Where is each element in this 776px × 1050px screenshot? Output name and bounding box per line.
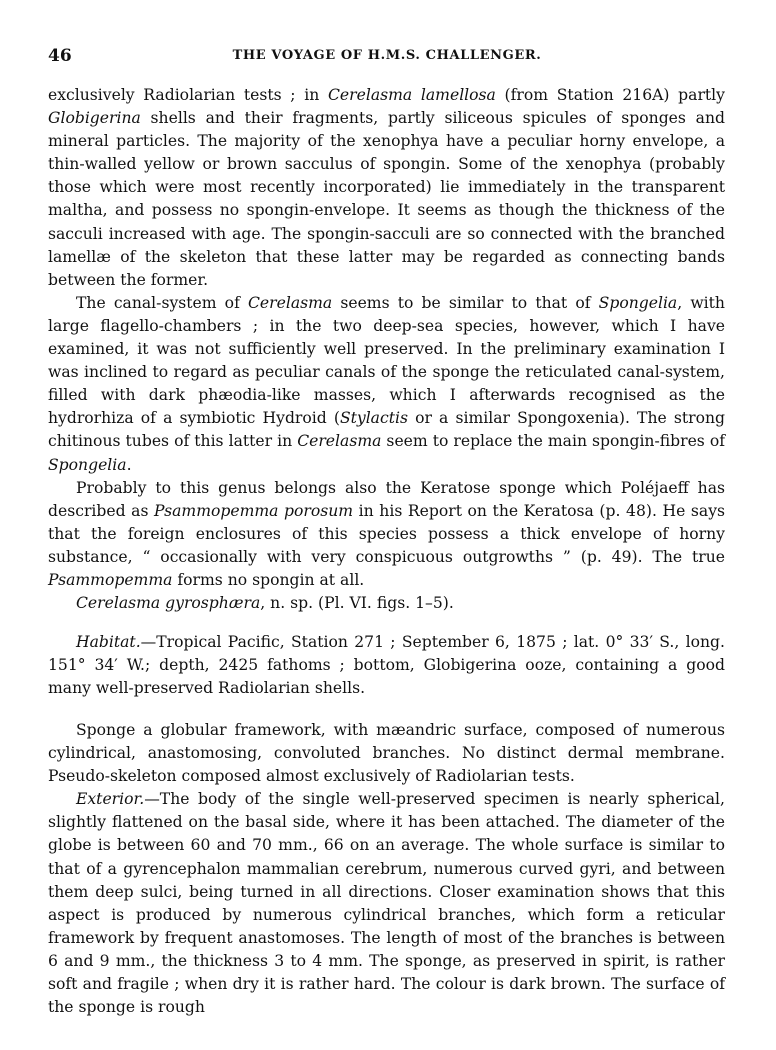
page-number: 46 [48, 46, 72, 66]
running-title: THE VOYAGE OF H.M.S. CHALLENGER. [232, 48, 542, 63]
species-heading [48, 592, 725, 615]
paragraph-xenophya: exclusively Radiolarian tests ; in Cerelasma lamellosa (from Station 216A) partly Globigerina shells and their fragments, partly siliceous spicules of sponges and mineral particles. The majority of the xenophya have a peculiar horny envelope, a thin-walled yellow or brown sacculus of spongin. Some of the xenophya (probably those which were most recently incorporated) lie immediately in the transparent maltha, and possess no spongin-envelope. It seems as though the thickness of the sacculi increased with age. The spongin-sacculi are so connected with the branched lamellæ of the skeleton that these latter may be regarded as connecting bands between the former. [48, 86, 725, 289]
body-text-lower [48, 719, 725, 1019]
page-header [48, 46, 726, 66]
species-title: Cerelasma gyrosphæra, n. sp. (Pl. VI. figs. 1–5). [76, 594, 454, 612]
paragraph-description: Sponge a globular framework, with mæandric surface, composed of numerous cylindrical, anastomosing, convoluted branches. No distinct dermal membrane. Pseudo-skeleton composed almost exclusively of Radiolarian tests. [48, 721, 725, 786]
paragraph-canal-system: The canal-system of Cerelasma seems to be similar to that of Spongelia, with large flagello-chambers ; in the two deep-sea species, however, which I have examined, it was not sufficiently well preserved. In the preliminary examination I was inclined to regard as peculiar canals of the sponge the reticulated canal-system, filled with dark phæodia-like masses, which I afterwards recognised as the hydrorhiza of a symbiotic Hydroid (Stylactis or a similar Spongoxenia). The strong chitinous tubes of this latter in Cerelasma seem to replace the main spongin-fibres of Spongelia. [48, 293, 725, 474]
paragraph-exterior: Exterior.—The body of the single well-preserved specimen is nearly spherical, slightly flattened on the basal side, where it has been attached. The diameter of the globe is between 60 and 70 mm., 66 on an average. The whole surface is similar to that of a gyrencephalon mammalian cerebrum, numerous curved gyri, and between them deep sulci, being turned in all directions. Closer examination shows that this aspect is produced by numerous cylindrical branches, which form a reticular framework by frequent anastomoses. The length of most of the branches is between 6 and 9 mm., the thickness 3 to 4 mm. The sponge, as preserved in spirit, is rather soft and fragile ; when dry it is rather hard. The colour is dark brown. The surface of the sponge is rough [48, 790, 725, 1017]
body-text-upper [48, 84, 725, 592]
paragraph-psammopemma: Probably to this genus belongs also the Keratose sponge which Poléjaeff has described as Psammopemma porosum in his Report on the Keratosa (p. 48). He says that the foreign enclosures of this species possess a thick envelope of horny substance, “ occasionally with very conspicuous outgrowths ” (p. 49). The true Psammopemma forms no spongin at all. [48, 478, 726, 589]
paragraph-habitat: Habitat.—Tropical Pacific, Station 271 ; September 6, 1875 ; lat. 0° 33′ S., long. 151° 34′ W.; depth, 2425 fathoms ; bottom, Globigerina ooze, containing a good many well-preserved Radiolarian shells. [48, 633, 725, 698]
habitat-block [48, 631, 725, 700]
